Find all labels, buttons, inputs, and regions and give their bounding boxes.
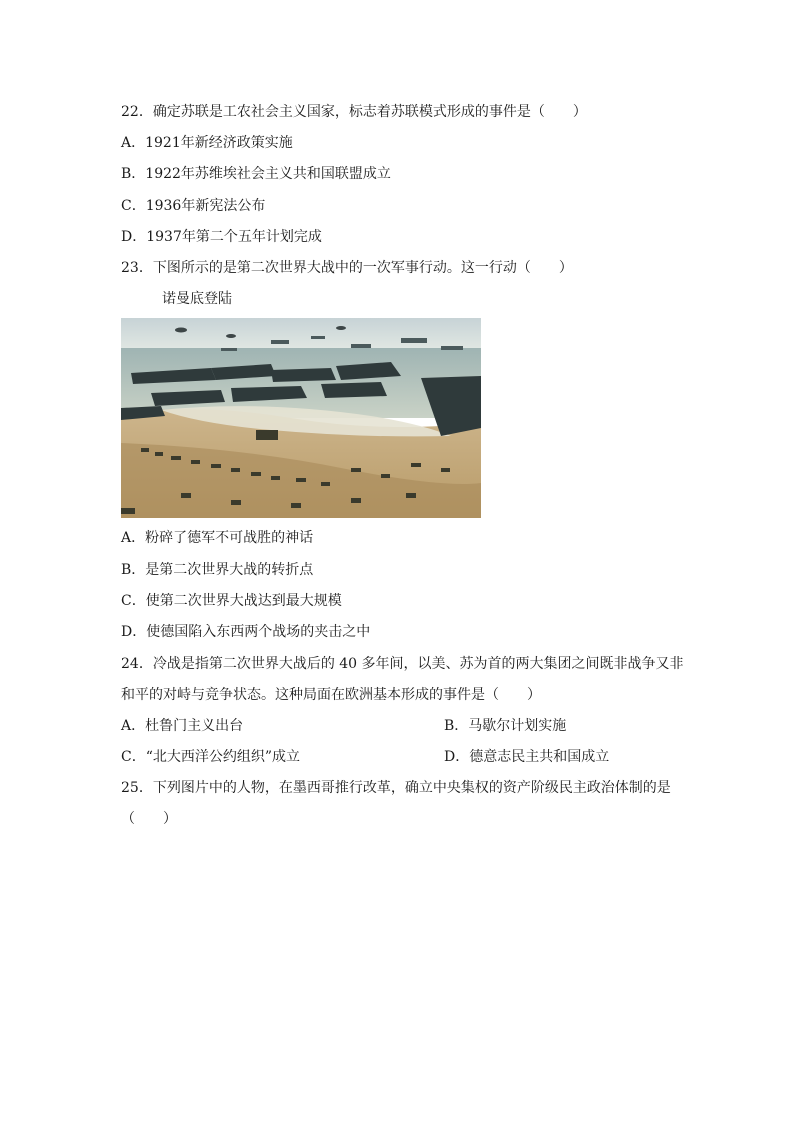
q22-stem: 22．确定苏联是工农社会主义国家，标志着苏联模式形成的事件是（ ）: [121, 104, 587, 120]
q23-option-c: C．使第二次世界大战达到最大规模: [121, 593, 342, 609]
q22-option-d: D．1937年第二个五年计划完成: [121, 229, 322, 245]
q24-stem-line2: 和平的对峙与竞争状态。这种局面在欧洲基本形成的事件是（ ）: [121, 687, 541, 703]
q24-option-d: D．德意志民主共和国成立: [444, 749, 610, 765]
q25-stem-line1: 25．下列图片中的人物，在墨西哥推行改革，确立中央集权的资产阶级民主政治体制的是: [121, 780, 671, 796]
q24-option-b: B．马歇尔计划实施: [444, 718, 567, 734]
q23-option-d: D．使德国陷入东西两个战场的夹击之中: [121, 624, 371, 640]
q25-stem-line2: （ ）: [121, 811, 177, 827]
q24-option-c: C．“北大西洋公约组织”成立: [121, 749, 301, 765]
q23-photo-caption: 诺曼底登陆: [162, 291, 232, 307]
q24-stem-line1: 24．冷战是指第二次世界大战后的 40 多年间，以美、苏为首的两大集团之间既非战争又非: [121, 656, 684, 672]
q23-option-b: B．是第二次世界大战的转折点: [121, 562, 314, 578]
q22-option-c: C．1936年新宪法公布: [121, 198, 266, 214]
q22-option-b: B．1922年苏维埃社会主义共和国联盟成立: [121, 166, 391, 182]
q24-option-a: A．杜鲁门主义出台: [121, 718, 244, 734]
q23-stem: 23．下图所示的是第二次世界大战中的一次军事行动。这一行动（ ）: [121, 260, 573, 276]
normandy-landing-photo: [121, 318, 481, 518]
q22-option-a: A．1921年新经济政策实施: [121, 135, 293, 151]
q23-option-a: A．粉碎了德军不可战胜的神话: [121, 530, 314, 546]
